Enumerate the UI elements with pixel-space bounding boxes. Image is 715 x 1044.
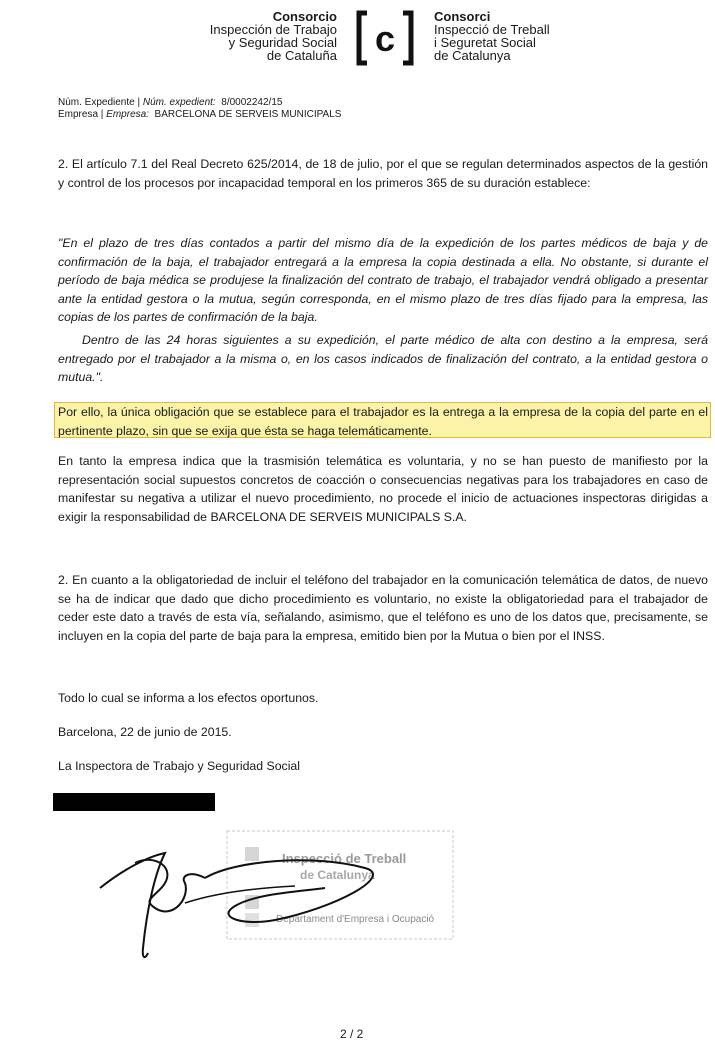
date-line: Barcelona, 22 de junio de 2015.: [58, 725, 232, 739]
closing-line: Todo lo cual se informa a los efectos oportunos.: [58, 691, 319, 705]
page-number: 2 / 2: [340, 1027, 364, 1041]
header-left-block: [210, 10, 337, 62]
header-left-line1: Inspección de Trabajo: [209, 22, 337, 37]
redacted-name-bar: [53, 793, 215, 811]
quote-paragraph-1: "En el plazo de tres días contados a partir del mismo día de la expedición de los partes médicos de baja y de confirmación de la baja, el trabajador entregará a la empresa la copia destinada a ella. No obstante, si durante el período de baja médica se produjese la finalización del contrato de trabajo, el trabajador vendrá obligado a presentar ante la entidad gestora o la mutua, según corresponda, en el mismo plazo de tres días fijado para la empresa, las copias de los partes de confirmación de la baja.: [58, 236, 708, 324]
header-right-line3: de Catalunya: [434, 48, 511, 63]
header-right-block: [434, 10, 550, 62]
paragraph-telephone: 2. En cuanto a la obligatoriedad de incluir el teléfono del trabajador en la comunicación telemática de datos, de nuevo se ha de indicar que dado que dicho procedimiento es voluntario, no existe la obligatoriedad para el trabajador de ceder este dato a través de esta vía, señalando, asimismo, que el teléfono es uno de los datos que, precisamente, se incluyen en la copia del parte de baja para la empresa, emitido bien por la Mutua o bien por el INSS.: [58, 573, 708, 643]
stamp-line-2: de Catalunya: [300, 868, 375, 882]
header-right-title: Consorci: [434, 9, 491, 24]
header-right-line2: i Seguretat Social: [434, 35, 536, 50]
signer-title: La Inspectora de Trabajo y Seguridad Social: [58, 759, 300, 773]
quote-paragraph-2: Dentro de las 24 horas siguientes a su expedición, el parte médico de alta con destino a la empresa, será entregado por el trabajador a la misma o, en los casos indicados de finalización del contrato, a la entidad gestora o mutua.".: [58, 333, 708, 384]
handwritten-signature: [95, 848, 435, 963]
paragraph-article: 2. El artículo 7.1 del Real Decreto 625/2014, de 18 de julio, por el que se regulan determinados aspectos de la gestión y control de los procesos por incapacidad temporal en los primeros 365 de su duración establece:: [58, 157, 708, 190]
consorci-logo: [355, 10, 415, 66]
empresa-line: Empresa | Empresa: BARCELONA DE SERVEIS MUNICIPALS: [58, 109, 342, 120]
stamp-line-3: Departament d'Empresa i Ocupació: [276, 914, 435, 925]
header-right-line1: Inspecció de Treball: [434, 22, 550, 37]
paragraph-company: En tanto la empresa indica que la trasmisión telemática es voluntaria, y no se han puesto de manifiesto por la representación social supuestos concretos de coacción o consecuencias negativas para los trabajadores en caso de manifestar su negativa a utilizar el nuevo procedimiento, no procede el inicio de actuaciones inspectoras dirigidas a exigir la responsabilidad de BARCELONA DE SERVEIS MUNICIPALS S.A.: [58, 454, 708, 524]
header-left-title: Consorcio: [272, 9, 337, 24]
case-meta: [58, 97, 341, 121]
header-left-line3: de Cataluña: [266, 48, 337, 63]
highlighted-paragraph: Por ello, la única obligación que se establece para el trabajador es la entrega a la empresa de la copia del parte en el pertinente plazo, sin que se exija que ésta se haga telemáticamente.: [58, 405, 708, 438]
expediente-line: Núm. Expediente | Núm. expedient: 8/0002242/15: [58, 97, 283, 108]
stamp-line-1: Inspecció de Treball: [282, 851, 407, 866]
header-left-line2: y Seguridad Social: [228, 35, 337, 50]
svg-text:c: c: [374, 18, 396, 59]
